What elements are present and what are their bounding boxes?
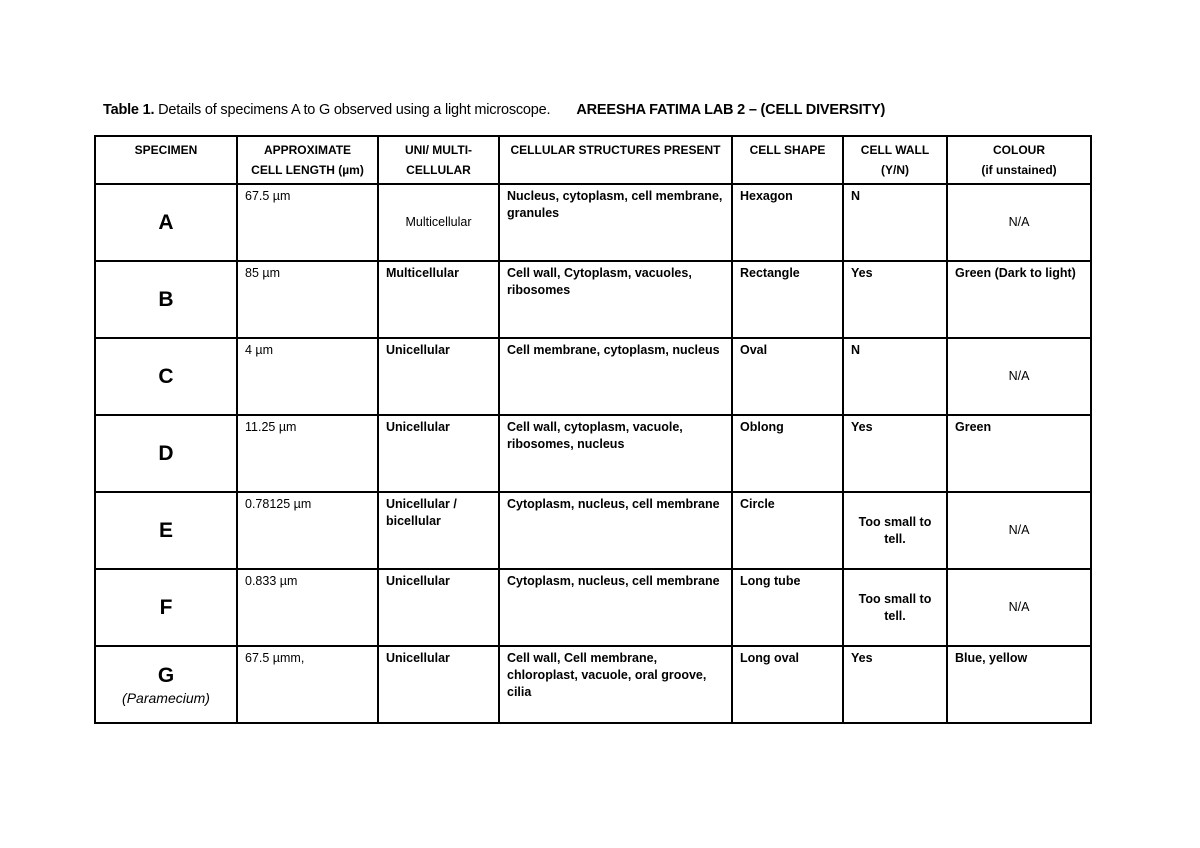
uni-multi-cell: Unicellular bbox=[378, 338, 499, 415]
specimen-cell bbox=[95, 492, 237, 569]
length-cell: 0.833 µm bbox=[237, 569, 378, 646]
specimen-cell bbox=[95, 415, 237, 492]
cell-wall-cell: Yes bbox=[843, 261, 947, 338]
cell-wall-cell: N bbox=[843, 338, 947, 415]
structures-cell: Cytoplasm, nucleus, cell membrane bbox=[499, 492, 732, 569]
shape-cell: Circle bbox=[732, 492, 843, 569]
cell-wall-cell: N bbox=[843, 184, 947, 261]
length-cell: 11.25 µm bbox=[237, 415, 378, 492]
uni-multi-cell: Unicellular bbox=[378, 569, 499, 646]
document-title: AREESHA FATIMA LAB 2 – (CELL DIVERSITY) bbox=[576, 102, 886, 118]
shape-cell: Oval bbox=[732, 338, 843, 415]
specimen-cell bbox=[95, 184, 237, 261]
shape-cell: Rectangle bbox=[732, 261, 843, 338]
specimen-species-name: (Paramecium) bbox=[122, 689, 210, 706]
table-caption bbox=[103, 102, 885, 118]
table-row bbox=[95, 492, 1091, 569]
length-cell: 0.78125 µm bbox=[237, 492, 378, 569]
structures-cell: Cell membrane, cytoplasm, nucleus bbox=[499, 338, 732, 415]
header-specimen: SPECIMEN bbox=[95, 136, 237, 184]
header-cell-wall: CELL WALL (Y/N) bbox=[843, 136, 947, 184]
structures-cell: Cytoplasm, nucleus, cell membrane bbox=[499, 569, 732, 646]
table-row bbox=[95, 338, 1091, 415]
specimen-cell bbox=[95, 261, 237, 338]
shape-cell: Long oval bbox=[732, 646, 843, 723]
specimen-cell bbox=[95, 569, 237, 646]
specimen-letter: F bbox=[159, 595, 173, 619]
uni-multi-cell: Unicellular bbox=[378, 646, 499, 723]
colour-cell: Green bbox=[947, 415, 1091, 492]
cell-wall-cell: Too small to tell. bbox=[843, 569, 947, 646]
caption-label: Table 1. bbox=[103, 102, 155, 118]
uni-multi-cell: Unicellular / bicellular bbox=[378, 492, 499, 569]
shape-cell: Hexagon bbox=[732, 184, 843, 261]
specimen-letter: D bbox=[158, 441, 174, 465]
header-length: APPROXIMATE CELL LENGTH (µm) bbox=[237, 136, 378, 184]
length-cell: 4 µm bbox=[237, 338, 378, 415]
colour-cell: N/A bbox=[947, 184, 1091, 261]
shape-cell: Oblong bbox=[732, 415, 843, 492]
uni-multi-cell: Unicellular bbox=[378, 415, 499, 492]
cell-wall-cell: Too small to tell. bbox=[843, 492, 947, 569]
length-cell: 67.5 µm bbox=[237, 184, 378, 261]
table-row bbox=[95, 415, 1091, 492]
colour-cell: Blue, yellow bbox=[947, 646, 1091, 723]
specimen-letter: E bbox=[158, 518, 173, 542]
structures-cell: Cell wall, Cytoplasm, vacuoles, ribosomes bbox=[499, 261, 732, 338]
specimen-table bbox=[94, 135, 1092, 724]
table-row bbox=[95, 184, 1091, 261]
cell-wall-cell: Yes bbox=[843, 415, 947, 492]
specimen-letter: C bbox=[158, 364, 174, 388]
length-cell: 67.5 µmm, bbox=[237, 646, 378, 723]
table-row bbox=[95, 261, 1091, 338]
colour-cell: N/A bbox=[947, 492, 1091, 569]
specimen-cell bbox=[95, 646, 237, 723]
header-structures: CELLULAR STRUCTURES PRESENT bbox=[499, 136, 732, 184]
specimen-letter: G bbox=[157, 663, 175, 687]
header-colour: COLOUR (if unstained) bbox=[947, 136, 1091, 184]
structures-cell: Cell wall, Cell membrane, chloroplast, vacuole, oral groove, cilia bbox=[499, 646, 732, 723]
colour-cell: N/A bbox=[947, 338, 1091, 415]
colour-cell: Green (Dark to light) bbox=[947, 261, 1091, 338]
specimen-letter: A bbox=[158, 210, 174, 234]
cell-wall-cell: Yes bbox=[843, 646, 947, 723]
specimen-letter: B bbox=[158, 287, 174, 311]
header-row bbox=[95, 136, 1091, 184]
header-uni-multi: UNI/ MULTI- CELLULAR bbox=[378, 136, 499, 184]
length-cell: 85 µm bbox=[237, 261, 378, 338]
header-shape: CELL SHAPE bbox=[732, 136, 843, 184]
colour-cell: N/A bbox=[947, 569, 1091, 646]
uni-multi-cell: Multicellular bbox=[378, 184, 499, 261]
structures-cell: Cell wall, cytoplasm, vacuole, ribosomes, nucleus bbox=[499, 415, 732, 492]
shape-cell: Long tube bbox=[732, 569, 843, 646]
structures-cell: Nucleus, cytoplasm, cell membrane, granules bbox=[499, 184, 732, 261]
specimen-cell bbox=[95, 338, 237, 415]
caption-text: Details of specimens A to G observed using a light microscope. bbox=[154, 102, 551, 118]
uni-multi-cell: Multicellular bbox=[378, 261, 499, 338]
table-row bbox=[95, 646, 1091, 723]
table-row bbox=[95, 569, 1091, 646]
